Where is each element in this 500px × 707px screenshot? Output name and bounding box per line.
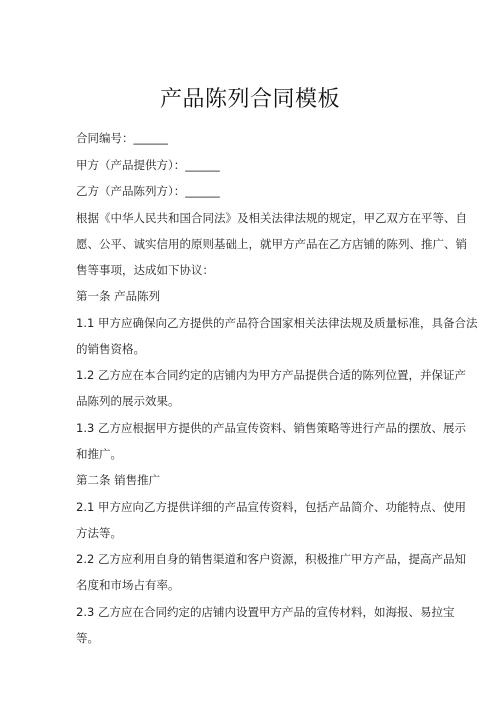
clause-1-1-line-1: 1.1 甲方应确保向乙方提供的产品符合国家相关法律法规及质量标准，具备合法 [76,316,478,330]
clause-1-2-line-2: 品陈列的展示效果。 [76,394,180,408]
document-title: 产品陈列合同模板 [159,87,340,112]
preamble-line-1: 根据《中华人民共和国合同法》及相关法律法规的规定，甲乙双方在平等、自 [76,211,467,225]
clause-2-3-line-2: 等。 [76,631,99,645]
article-1-heading: 第一条 产品陈列 [76,289,161,303]
clause-2-3-line-1: 2.3 乙方应在合同约定的店铺内设置甲方产品的宣传材料，如海报、易拉宝 [76,605,455,619]
clause-1-2-line-1: 1.2 乙方应在本合同约定的店铺内为甲方产品提供合适的陈列位置，并保证产 [76,368,466,382]
preamble-line-3: 售等事项，达成如下协议： [76,263,214,277]
contract-number-line: 合同编号：______ [76,131,168,145]
clause-2-2-line-1: 2.2 乙方应利用自身的销售渠道和客户资源，积极推广甲方产品，提高产品知 [76,552,466,566]
party-b-line: 乙方（产品陈列方）：______ [76,184,220,198]
preamble-line-2: 愿、公平、诚实信用的原则基础上，就甲方产品在乙方店铺的陈列、推广、销 [76,237,467,251]
clause-1-1-line-2: 的销售资格。 [76,342,145,356]
party-a-line: 甲方（产品提供方）：______ [76,158,220,172]
clause-1-3-line-2: 和推广。 [76,447,122,461]
clause-2-1-line-2: 方法等。 [76,526,122,540]
article-2-heading: 第二条 销售推广 [76,473,161,487]
clause-1-3-line-1: 1.3 乙方应根据甲方提供的产品宣传资料、销售策略等进行产品的摆放、展示 [76,421,466,435]
clause-2-1-line-1: 2.1 甲方应向乙方提供详细的产品宣传资料，包括产品简介、功能特点、使用 [76,500,466,514]
clause-2-2-line-2: 名度和市场占有率。 [76,578,180,592]
